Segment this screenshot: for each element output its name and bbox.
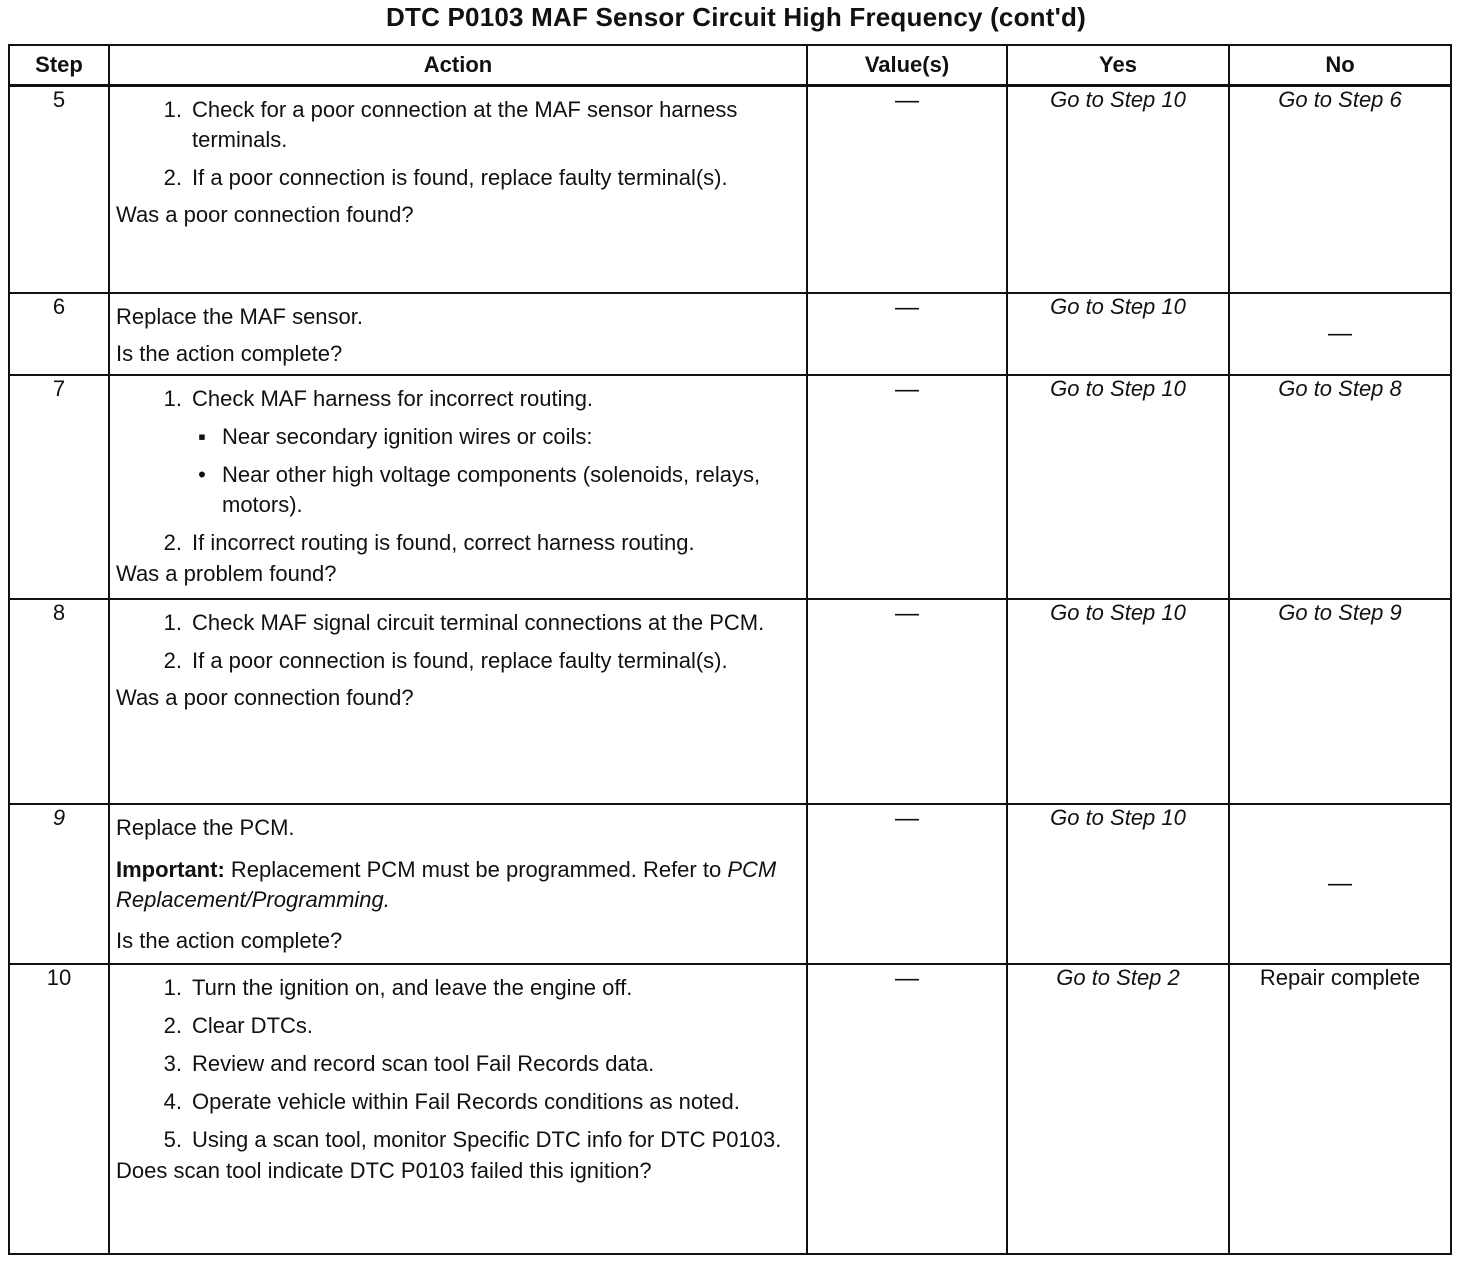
document-title: DTC P0103 MAF Sensor Circuit High Frequency (cont'd) [386, 2, 1086, 32]
action-question: Is the action complete? [116, 927, 343, 953]
step-number: 6 [9, 293, 109, 375]
yes-cell: Go to Step 10 [1007, 86, 1229, 293]
header-action: Action [109, 45, 807, 86]
action-text: Replace the MAF sensor. [116, 303, 364, 329]
header-no: No [1229, 45, 1451, 86]
step-number: 7 [9, 375, 109, 599]
no-cell: — [1229, 293, 1451, 375]
step-number: 10 [9, 964, 109, 1254]
action-question: Was a poor connection found? [116, 684, 414, 710]
table-row-step-10 [9, 964, 1451, 1254]
table-header-row [9, 45, 1451, 86]
step-number: 8 [9, 599, 109, 804]
action-step-item: 1. Check MAF signal circuit terminal connections at the PCM. [163, 609, 765, 635]
header-yes: Yes [1007, 45, 1229, 86]
no-cell: Go to Step 8 [1229, 375, 1451, 599]
action-cell [109, 375, 807, 599]
action-step-item: 1. Turn the ignition on, and leave the engine off. [163, 974, 633, 1000]
step-number: 9 [9, 804, 109, 964]
no-cell: Go to Step 6 [1229, 86, 1451, 293]
table-row-step-5 [9, 86, 1451, 293]
important-reference: PCM Replacement/Programming. [116, 856, 777, 912]
value-cell: — [807, 86, 1007, 293]
action-question: Was a problem found? [116, 560, 337, 586]
value-cell: — [807, 964, 1007, 1254]
table-row-step-9 [9, 804, 1451, 964]
diagnostic-table [8, 44, 1452, 1255]
yes-cell: Go to Step 2 [1007, 964, 1229, 1254]
no-cell: Repair complete [1229, 964, 1451, 1254]
value-cell: — [807, 375, 1007, 599]
action-question: Does scan tool indicate DTC P0103 failed this ignition? [116, 1157, 652, 1183]
value-cell: — [807, 599, 1007, 804]
action-bullet: • Near other high voltage components (solenoids, relays, motors). [198, 461, 761, 517]
action-step-item: 1. Check MAF harness for incorrect routing. [163, 385, 594, 411]
step-number: 5 [9, 86, 109, 293]
action-text: Replace the PCM. [116, 814, 295, 840]
table-row-step-7 [9, 375, 1451, 599]
header-values: Value(s) [807, 45, 1007, 86]
action-question: Is the action complete? [116, 340, 343, 366]
action-step-item: 4. Operate vehicle within Fail Records conditions as noted. [163, 1088, 740, 1114]
action-question: Was a poor connection found? [116, 202, 414, 227]
action-bullet: ▪ Near secondary ignition wires or coils: [198, 423, 593, 449]
yes-cell: Go to Step 10 [1007, 599, 1229, 804]
table-row-step-6 [9, 293, 1451, 375]
value-cell: — [807, 804, 1007, 964]
important-text: Replacement PCM must be programmed. Refer to [230, 856, 722, 882]
action-cell [109, 804, 807, 964]
yes-cell: Go to Step 10 [1007, 293, 1229, 375]
header-step: Step [9, 45, 109, 86]
action-step-item: 2. Clear DTCs. [163, 1012, 314, 1038]
action-step-item: 2. If a poor connection is found, replace faulty terminal(s). [163, 165, 728, 190]
action-step-item: 3. Review and record scan tool Fail Records data. [163, 1050, 655, 1076]
action-cell [109, 599, 807, 804]
yes-cell: Go to Step 10 [1007, 804, 1229, 964]
action-cell [109, 86, 807, 293]
yes-cell: Go to Step 10 [1007, 375, 1229, 599]
important-note [116, 855, 798, 915]
action-step-item: 2. If incorrect routing is found, correct harness routing. [163, 529, 695, 555]
action-step-item: 2. If a poor connection is found, replace faulty terminal(s). [163, 647, 728, 673]
no-cell: Go to Step 9 [1229, 599, 1451, 804]
action-cell [109, 293, 807, 375]
table-row-step-8 [9, 599, 1451, 804]
no-cell: — [1229, 804, 1451, 964]
action-step-item: 1. Check for a poor connection at the MAF sensor harness terminals. [163, 97, 738, 152]
action-cell [109, 964, 807, 1254]
value-cell: — [807, 293, 1007, 375]
action-step-item: 5. Using a scan tool, monitor Specific DTC info for DTC P0103. [163, 1126, 782, 1152]
important-label: Important: [116, 856, 225, 882]
